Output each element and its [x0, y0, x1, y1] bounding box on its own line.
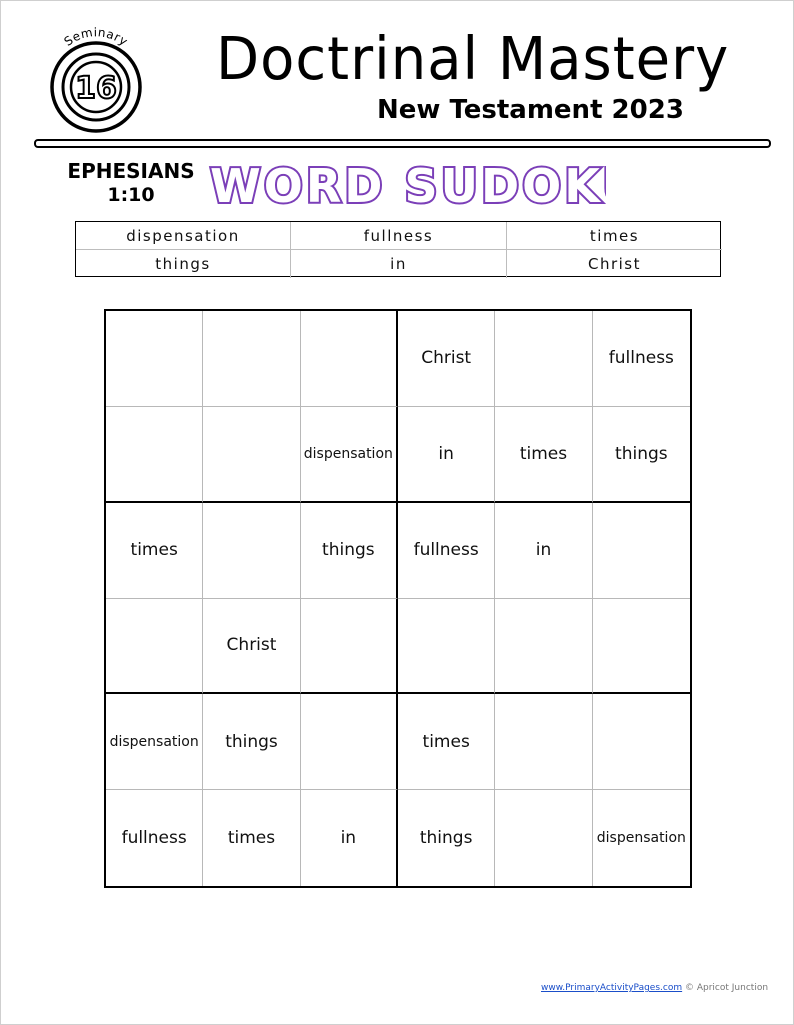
badge-label: Seminary [61, 25, 131, 49]
sudoku-cell: dispensation [301, 407, 398, 503]
sudoku-empty-cell[interactable] [203, 407, 300, 503]
sudoku-cell: things [301, 503, 398, 599]
page-title: Doctrinal Mastery [216, 25, 730, 94]
sudoku-empty-cell[interactable] [301, 694, 398, 790]
sudoku-cell: times [398, 694, 495, 790]
word-bank-item: dispensation [76, 222, 291, 250]
sudoku-cell: things [398, 790, 495, 886]
word-bank [75, 221, 721, 277]
sudoku-cell: Christ [203, 599, 300, 695]
sudoku-empty-cell[interactable] [495, 311, 592, 407]
sudoku-cell: things [203, 694, 300, 790]
sudoku-empty-cell[interactable] [398, 599, 495, 695]
footer-copyright: © Apricot Junction [685, 983, 769, 993]
word-bank-item: Christ [587, 255, 641, 273]
sudoku-cell: dispensation [106, 694, 203, 790]
seminary-badge [31, 19, 161, 139]
page-subtitle: New Testament 2023 [377, 95, 684, 125]
sudoku-empty-cell[interactable] [106, 407, 203, 503]
sudoku-grid [104, 309, 692, 888]
sudoku-cell: dispensation [596, 830, 686, 847]
sudoku-empty-cell[interactable] [593, 503, 690, 599]
sudoku-cell: in [398, 407, 495, 503]
sudoku-empty-cell[interactable] [301, 311, 398, 407]
reference-book: EPHESIANS [67, 159, 195, 183]
word-bank-item: times [507, 222, 722, 250]
sudoku-cell: Christ [398, 311, 495, 407]
sudoku-empty-cell[interactable] [203, 503, 300, 599]
sudoku-cell: in [495, 503, 592, 599]
sudoku-cell: in [301, 790, 398, 886]
svg-text:WORD SUDOKU: WORD SUDOKU [210, 159, 606, 213]
sudoku-empty-cell[interactable] [203, 311, 300, 407]
footer-link[interactable]: www.PrimaryActivityPages.com [541, 983, 683, 993]
sudoku-empty-cell[interactable] [593, 599, 690, 695]
word-bank-item: in [291, 250, 507, 278]
footer [541, 983, 768, 993]
sudoku-empty-cell[interactable] [593, 694, 690, 790]
sudoku-cell: times [106, 503, 203, 599]
sudoku-cell: fullness [593, 311, 690, 407]
header-divider [34, 139, 771, 148]
sudoku-cell: times [203, 790, 300, 886]
reference-chapter: 1:10 [107, 184, 155, 206]
badge-number: 16 [75, 71, 117, 106]
scripture-reference [67, 159, 195, 207]
sudoku-empty-cell[interactable] [495, 694, 592, 790]
sudoku-empty-cell[interactable] [301, 599, 398, 695]
sudoku-empty-cell[interactable] [495, 599, 592, 695]
sudoku-empty-cell[interactable] [495, 790, 592, 886]
sudoku-cell: things [593, 407, 690, 503]
sudoku-cell: fullness [106, 790, 203, 886]
sudoku-cell: fullness [398, 503, 495, 599]
activity-title [206, 153, 606, 219]
sudoku-cell: times [495, 407, 592, 503]
sudoku-empty-cell[interactable] [106, 599, 203, 695]
word-bank-item: fullness [291, 222, 507, 250]
word-bank-item: things [76, 250, 291, 278]
sudoku-empty-cell[interactable] [106, 311, 203, 407]
